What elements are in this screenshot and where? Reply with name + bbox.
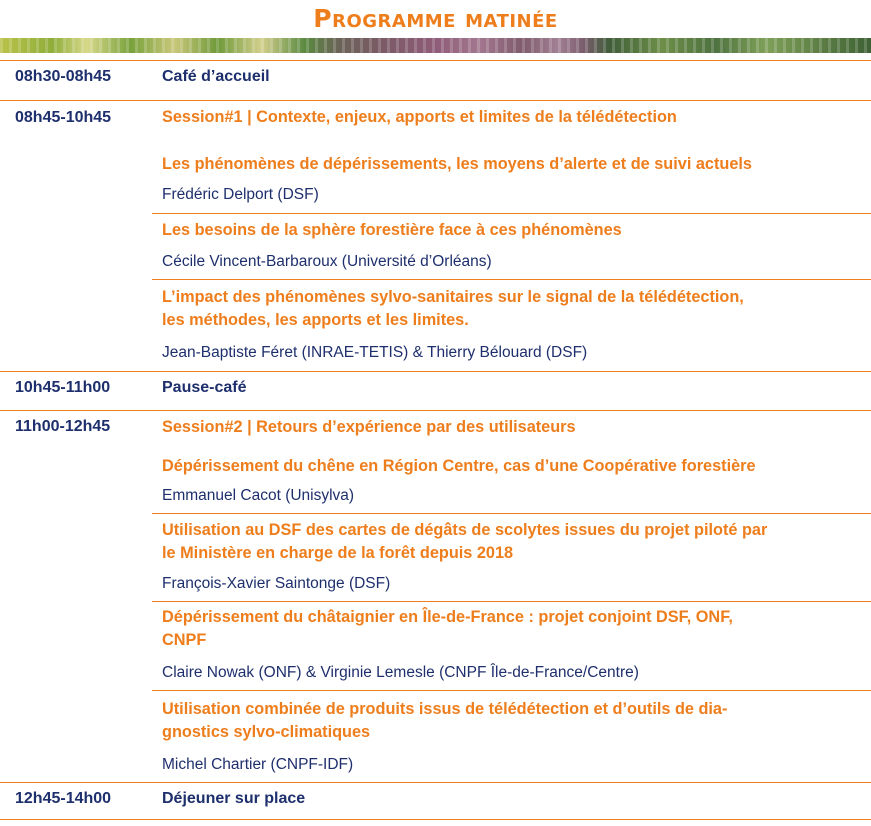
row-divider <box>0 100 871 101</box>
row-divider <box>152 513 871 514</box>
welcome-label: Café d’accueil <box>162 68 270 85</box>
session2-talk3-title: Dépérissement du châtaignier en Île-de-France : projet conjoint DSF, ONF, CNPF <box>162 608 733 649</box>
session1-talk1-speaker: Frédéric Delport (DSF) <box>162 186 319 203</box>
session2-talk3-speaker: Claire Nowak (ONF) & Virginie Lemesle (CNPF Île-de-France/Centre) <box>162 664 639 681</box>
row-divider <box>0 782 871 783</box>
session2-heading: Session#2 | Retours d’expérience par des utilisateurs <box>162 418 576 436</box>
break-label: Pause-café <box>162 379 247 396</box>
header-banner-image <box>0 38 871 53</box>
row-divider <box>152 601 871 602</box>
session1-talk2-speaker: Cécile Vincent-Barbaroux (Université d’Orléans) <box>162 253 492 270</box>
session1-talk3-title: L’impact des phénomènes sylvo-sanitaires sur le signal de la télédétection, les méthodes, les apports et les limites. <box>162 288 744 329</box>
page-title: Programme matinée <box>313 4 558 33</box>
session1-talk3-speaker: Jean-Baptiste Féret (INRAE-TETIS) & Thierry Bélouard (DSF) <box>162 344 588 361</box>
session2-talk2-speaker: François-Xavier Saintonge (DSF) <box>162 575 391 592</box>
session2-talk4-speaker: Michel Chartier (CNPF-IDF) <box>162 756 354 773</box>
time-session1: 08h45-10h45 <box>15 109 112 126</box>
row-divider <box>0 410 871 411</box>
row-divider <box>152 213 871 214</box>
time-lunch: 12h45-14h00 <box>15 790 112 807</box>
time-session2: 11h00-12h45 <box>15 418 111 435</box>
session2-talk1-speaker: Emmanuel Cacot (Unisylva) <box>162 487 355 504</box>
session2-talk2-title: Utilisation au DSF des cartes de dégâts de scolytes issues du projet piloté par le Ministère en charge de la forêt depuis 2018 <box>162 521 768 562</box>
row-divider <box>0 819 871 820</box>
row-divider <box>0 371 871 372</box>
time-welcome: 08h30-08h45 <box>15 68 112 85</box>
session2-talk4-title: Utilisation combinée de produits issus de télédétection et d’outils de dia- gnostics sylvo-climatiques <box>162 700 728 741</box>
session1-talk2-title: Les besoins de la sphère forestière face à ces phénomènes <box>162 221 622 239</box>
session1-heading: Session#1 | Contexte, enjeux, apports et limites de la télédétection <box>162 108 677 126</box>
session2-talk1-title: Dépérissement du chêne en Région Centre, cas d’une Coopérative forestière <box>162 457 756 475</box>
row-divider <box>152 690 871 691</box>
time-break: 10h45-11h00 <box>15 379 111 396</box>
lunch-label: Déjeuner sur place <box>162 790 306 807</box>
row-divider <box>0 60 871 61</box>
row-divider <box>152 279 871 280</box>
session1-talk1-title: Les phénomènes de dépérissements, les moyens d’alerte et de suivi actuels <box>162 155 752 173</box>
